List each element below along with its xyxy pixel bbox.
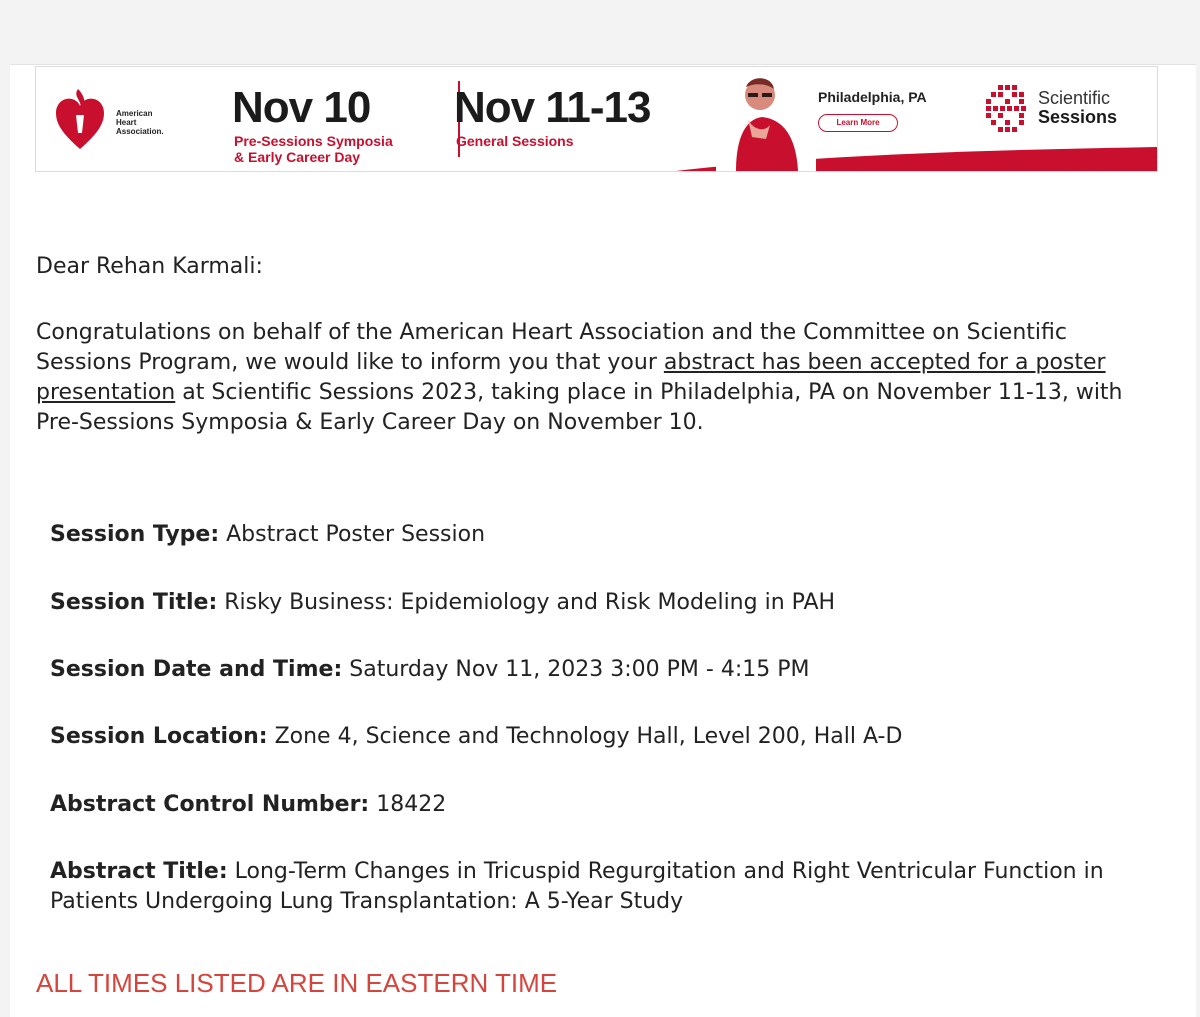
- detail-label: Session Date and Time:: [50, 657, 343, 682]
- org-name: American Heart Association.: [116, 109, 164, 136]
- detail-label: Session Type:: [50, 522, 220, 547]
- event-city: Philadelphia, PA: [818, 89, 927, 105]
- session-title-row: [50, 588, 1160, 618]
- intro-paragraph: [36, 318, 1146, 438]
- session-location-row: [50, 722, 1160, 752]
- intro-text-before: Congratulations on behalf of the American Heart Association and the Committee on Scientific Sessions Program, we would like to inform you that your: [36, 320, 1067, 375]
- heart-torch-logo-icon: [54, 85, 106, 151]
- detail-value: Long-Term Changes in Tricuspid Regurgitation and Right Ventricular Function in Patients Undergoing Lung Transplantation: A 5-Year Study: [50, 859, 1104, 914]
- learn-more-button[interactable]: Learn More: [818, 114, 898, 132]
- detail-value: Saturday Nov 11, 2023 3:00 PM - 4:15 PM: [342, 657, 810, 682]
- detail-value: Zone 4, Science and Technology Hall, Level 200, Hall A-D: [267, 724, 903, 749]
- abstract-control-number-row: [50, 790, 1160, 820]
- greeting: Dear Rehan Karmali:: [36, 254, 263, 279]
- general-session-label: General Sessions: [456, 133, 574, 149]
- brand-name: Scientific Sessions: [1038, 88, 1118, 127]
- session-datetime-row: [50, 655, 1160, 685]
- pre-session-date: Nov 10: [232, 83, 371, 132]
- pre-session-label: Pre-Sessions Symposia & Early Career Day: [234, 133, 393, 165]
- detail-label: Abstract Control Number:: [50, 792, 370, 817]
- detail-value: Risky Business: Epidemiology and Risk Modeling in PAH: [217, 590, 836, 615]
- abstract-title-row: [50, 857, 1160, 917]
- detail-label: Abstract Title:: [50, 859, 228, 884]
- session-type-row: [50, 520, 1160, 550]
- speaker-photo: [716, 67, 816, 171]
- detail-value: 18422: [369, 792, 447, 817]
- general-session-dates: Nov 11-13: [454, 83, 651, 132]
- eastern-time-note: ALL TIMES LISTED ARE IN EASTERN TIME: [36, 968, 558, 998]
- abstract-accepted-link[interactable]: abstract has been accepted for a poster presentation: [36, 350, 1106, 405]
- intro-text-after: at Scientific Sessions 2023, taking place in Philadelphia, PA on November 11-13, with Pre-Sessions Symposia & Early Career Day on November 10.: [36, 380, 1123, 435]
- detail-value: Abstract Poster Session: [219, 522, 486, 547]
- event-banner[interactable]: [35, 66, 1158, 172]
- detail-label: Session Title:: [50, 590, 218, 615]
- detail-label: Session Location:: [50, 724, 268, 749]
- scientific-sessions-logo-icon: [984, 83, 1030, 133]
